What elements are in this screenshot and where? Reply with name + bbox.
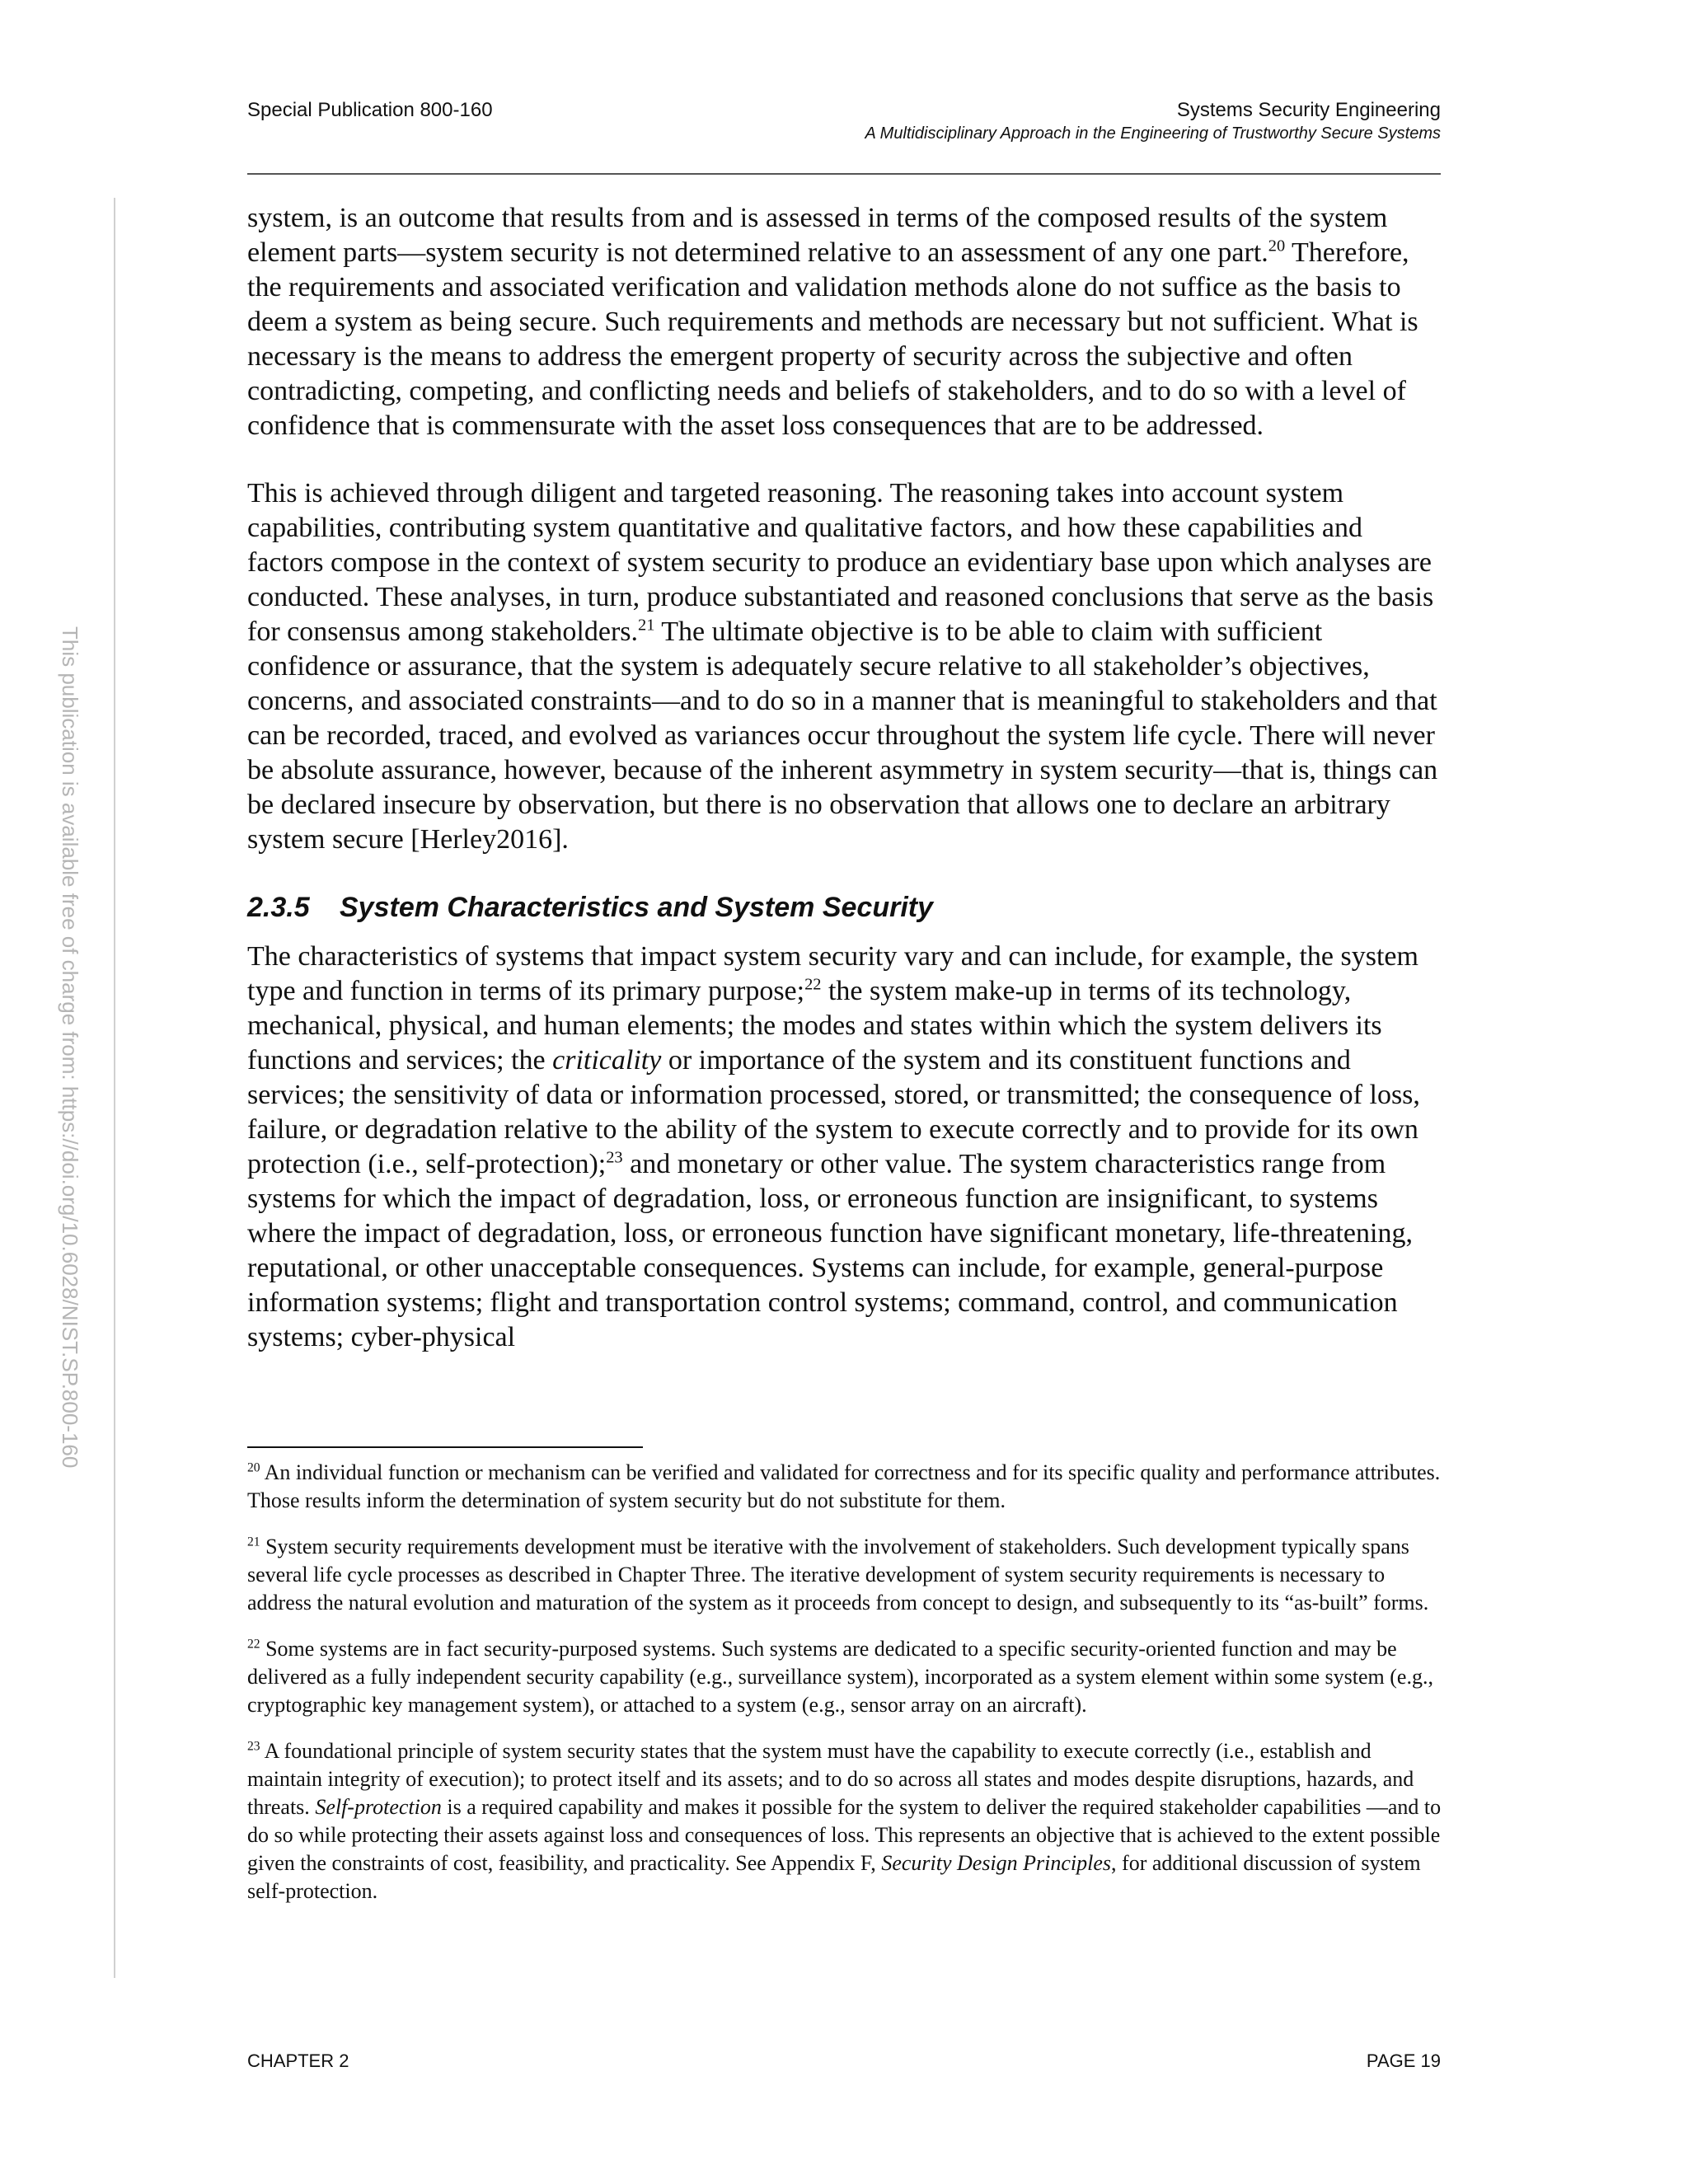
header-title-block [865, 99, 1441, 143]
paragraph-2-text-b: The ultimate objective is to be able to claim with sufficient confidence or assurance, that the system is adequately secure relative to all stakeholder’s objectives, concerns, and associated constraints—and to do so in a manner that is meaningful to stakeholders and that can be recorded, traced, and evolved as variances occur throughout the system life cycle. There will never be absolute assurance, however, because of the inherent asymmetry in system security—that is, things can be declared insecure by observation, but there is no observation that allows one to declare an arbitrary system secure [Herley2016]. [247, 616, 1438, 855]
header-publication-id: Special Publication 800-160 [247, 99, 493, 121]
paragraph-3-text-b: the system make-up in terms of its technology, mechanical, physical, and human elements; the modes and states within which the system delivers its functions and services; the [247, 976, 1382, 1076]
paragraph-2-text-a: This is achieved through diligent and targeted reasoning. The reasoning takes into account system capabilities, contributing system quantitative and qualitative factors, and how these capabilities and factors compose in the context of system security to produce an evidentiary base upon which analyses are conducted. These analyses, in turn, produce substantiated and reasoned conclusions that serve as the basis for consensus among stakeholders. [247, 478, 1434, 647]
footer-page-number: PAGE 19 [1366, 2050, 1441, 2071]
paragraph-3-text-d: and monetary or other value. The system characteristics range from systems for which the impact of degradation, loss, or erroneous function are insignificant, to systems where the impact of degradation, loss, or erroneous function have significant monetary, life-threatening, reputational, or other unacceptable consequences. Systems can include, for example, general-purpose information systems; flight and transportation control systems; command, control, and communication systems; cyber-physical [247, 1149, 1413, 1352]
footnote-20-text: An individual function or mechanism can be verified and validated for correctness and for its specific quality and performance attributes. Those results inform the determination of system security but do not substitute for them. [247, 1460, 1441, 1512]
footnote-22-number: 22 [247, 1637, 260, 1652]
footnote-divider [247, 1446, 643, 1448]
section-heading [247, 890, 1442, 925]
main-body [247, 201, 1442, 1388]
paragraph-1-text-a: system, is an outcome that results from and is assessed in terms of the composed results of the system element parts—system security is not determined relative to an assessment of any one part. [247, 203, 1388, 268]
paragraph-2 [247, 476, 1442, 857]
paragraph-3-emphasis: criticality [552, 1045, 662, 1076]
footer-chapter: CHAPTER 2 [247, 2050, 349, 2071]
footnote-21-text: System security requirements development must be iterative with the involvement of stakeholders. Such development typically spans several life cycle processes as described in Chapter Three. The iterative development of system security requirements is necessary to address the natural evolution and maturation of the system as it proceeds from concept to design, and subsequently to its “as-built” forms. [247, 1535, 1429, 1615]
footnote-20-number: 20 [247, 1460, 260, 1475]
paragraph-3-text-c: or importance of the system and its constituent functions and services; the sensitivity of data or information processed, stored, or transmitted; the consequence of loss, failure, or degradation relative to the ability of the system to execute correctly and to provide for its own protection (i.e., self-protection); [247, 1045, 1420, 1179]
sidebar-availability-note: This publication is available free of charge from: https://doi.org/10.6028/NIST.SP.800-160 [58, 626, 82, 1469]
footnote-23-emphasis-2: Security Design Principles [881, 1851, 1112, 1875]
paragraph-1 [247, 201, 1442, 443]
footnote-20 [247, 1459, 1442, 1515]
footnote-23-number: 23 [247, 1739, 260, 1754]
footnote-23-text-b: is a required capability and makes it possible for the system to deliver the required stakeholder capabilities —and to do so while protecting their assets against loss and consequences of loss. This represents an objective that is achieved to the extent possible given the constraints of cost, feasibility, and practicality. See Appendix F, [247, 1795, 1442, 1875]
footnote-21 [247, 1533, 1442, 1617]
paragraph-1-text-b: Therefore, the requirements and associated verification and validation methods alone do not suffice as the basis to deem a system as being secure. Such requirements and methods are necessary but not sufficient. What is necessary is the means to address the emergent property of security across the subjective and often contradicting, competing, and conflicting needs and beliefs of stakeholders, and to do so with a level of confidence that is commensurate with the asset loss consequences that are to be addressed. [247, 237, 1418, 441]
footnote-23 [247, 1737, 1442, 1905]
header-subtitle: A Multidisciplinary Approach in the Engineering of Trustworthy Secure Systems [865, 124, 1441, 143]
paragraph-3 [247, 940, 1442, 1355]
footnote-21-number: 21 [247, 1535, 260, 1549]
section-title: System Characteristics and System Security [340, 892, 934, 923]
header-divider [247, 173, 1441, 175]
footnote-ref-20[interactable]: 20 [1268, 237, 1286, 255]
footnote-22 [247, 1635, 1442, 1719]
header-title: Systems Security Engineering [1176, 99, 1441, 121]
footnotes [247, 1459, 1442, 1924]
sidebar-divider [114, 198, 115, 1978]
footnote-ref-21[interactable]: 21 [638, 616, 655, 635]
footnote-ref-23[interactable]: 23 [606, 1148, 623, 1167]
footnote-23-text-a: A foundational principle of system security states that the system must have the capability to execute correctly (i.e., establish and maintain integrity of execution); to protect itself and its assets; and to do so across all states and modes despite disruptions, hazards, and threats. [247, 1739, 1414, 1819]
section-number: 2.3.5 [247, 892, 310, 923]
footnote-22-text: Some systems are in fact security-purposed systems. Such systems are dedicated to a specific security-oriented function and may be delivered as a fully independent security capability (e.g., surveillance system), incorporated as a system element within some system (e.g., cryptographic key management system), or attached to a system (e.g., sensor array on an aircraft). [247, 1637, 1433, 1717]
footnote-ref-22[interactable]: 22 [804, 975, 822, 994]
paragraph-3-text-a: The characteristics of systems that impact system security vary and can include, for example, the system type and function in terms of its primary purpose; [247, 941, 1418, 1006]
footnote-23-emphasis-1: Self-protection [315, 1795, 442, 1819]
footnote-23-text-c: , for additional discussion of system self-protection. [247, 1851, 1421, 1903]
